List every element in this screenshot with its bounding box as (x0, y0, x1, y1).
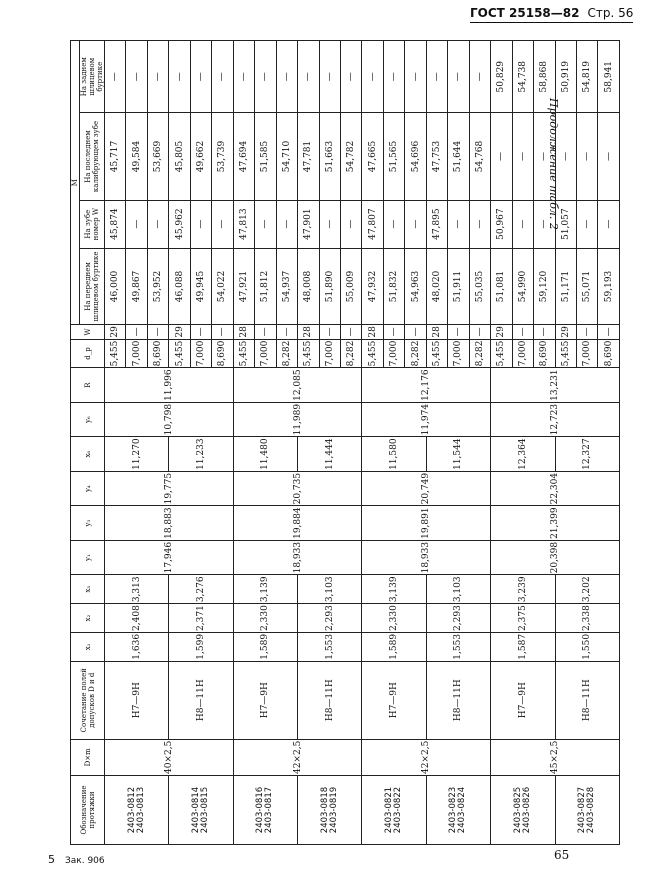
cell-designation: 2403-0821 2403-0822 (362, 776, 426, 845)
cell-w: — (126, 325, 147, 339)
col-header-y6: y₆ (71, 402, 105, 437)
cell-tolerance: H8—11H (555, 661, 619, 739)
cell-m-front: 59,120 (534, 248, 555, 324)
cell-m-front: 54,937 (276, 248, 297, 324)
cell-m-rear: 58,941 (598, 41, 620, 113)
cell-y4: 20,735 (233, 471, 362, 506)
cell-dp: 5,455 (491, 339, 512, 368)
cell-m-tooth-w: 45,874 (105, 200, 126, 248)
cell-w: — (469, 325, 490, 339)
col-header-name: Обозначение протяжки (71, 776, 105, 845)
cell-dp: 7,000 (383, 339, 404, 368)
col-header-x3: x₃ (71, 575, 105, 604)
cell-m-tooth-w: — (576, 200, 597, 248)
cell-w: — (212, 325, 233, 339)
cell-w: — (147, 325, 168, 339)
cell-m-rear: — (147, 41, 168, 113)
cell-designation: 2403-0812 2403-0813 (105, 776, 169, 845)
cell-m-front: 51,081 (491, 248, 512, 324)
cell-m-front: 46,000 (105, 248, 126, 324)
cell-m-last-calibrating: 49,662 (190, 113, 211, 200)
table-row (298, 41, 319, 845)
cell-m-front: 54,963 (405, 248, 426, 324)
cell-m-front: 49,945 (190, 248, 211, 324)
cell-m-front: 51,911 (448, 248, 469, 324)
cell-dp: 8,690 (598, 339, 620, 368)
col-header-y3: y₃ (71, 506, 105, 541)
cell-m-last-calibrating: 54,782 (340, 113, 361, 200)
cell-m-last-calibrating: 51,663 (319, 113, 340, 200)
cell-w: 29 (169, 325, 190, 339)
cell-dxm: 40×2,5 (105, 739, 234, 775)
cell-m-last-calibrating: 47,781 (298, 113, 319, 200)
cell-y6: 10,798 (105, 402, 234, 437)
cell-m-tooth-w: — (190, 200, 211, 248)
cell-x3: 3,313 (105, 575, 169, 604)
cell-m-front: 48,020 (426, 248, 447, 324)
cell-m-rear: — (405, 41, 426, 113)
cell-m-rear: — (362, 41, 383, 113)
footer-left (48, 853, 105, 866)
cell-y6: 12,723 (491, 402, 620, 437)
cell-y1: 20,398 (491, 540, 620, 575)
cell-m-rear: — (383, 41, 404, 113)
cell-m-rear: — (426, 41, 447, 113)
cell-m-front: 47,921 (233, 248, 254, 324)
gost-number: ГОСТ 25158—82 (470, 6, 580, 20)
cell-r: 13,231 (491, 368, 620, 403)
table-row (491, 41, 512, 845)
cell-m-rear: — (469, 41, 490, 113)
cell-m-rear: — (255, 41, 276, 113)
cell-dp: 5,455 (105, 339, 126, 368)
cell-m-last-calibrating: — (512, 113, 533, 200)
cell-designation: 2403-0818 2403-0819 (298, 776, 362, 845)
cell-m-tooth-w: — (405, 200, 426, 248)
cell-m-last-calibrating: — (534, 113, 555, 200)
cell-m-rear: — (298, 41, 319, 113)
cell-y3: 19,891 (362, 506, 491, 541)
cell-dp: 7,000 (255, 339, 276, 368)
cell-x1: 1,553 (426, 632, 490, 661)
cell-dp: 8,690 (212, 339, 233, 368)
cell-m-rear: — (169, 41, 190, 113)
cell-w: — (340, 325, 361, 339)
cell-y6: 11,989 (233, 402, 362, 437)
cell-x1: 1,589 (362, 632, 426, 661)
cell-m-tooth-w: — (512, 200, 533, 248)
cell-m-front: 59,193 (598, 248, 620, 324)
cell-x2: 2,338 (555, 604, 619, 633)
cell-m-rear: 54,738 (512, 41, 533, 113)
cell-designation: 2403-0816 2403-0817 (233, 776, 297, 845)
cell-m-last-calibrating: 47,694 (233, 113, 254, 200)
cell-dxm: 42×2,5 (362, 739, 491, 775)
cell-dp: 5,455 (233, 339, 254, 368)
cell-y6: 11,974 (362, 402, 491, 437)
cell-designation: 2403-0825 2403-0826 (491, 776, 555, 845)
cell-x6: 11,233 (169, 437, 233, 472)
cell-m-last-calibrating: — (555, 113, 576, 200)
cell-m-tooth-w: 47,813 (233, 200, 254, 248)
cell-tolerance: H7—9H (233, 661, 297, 739)
cell-m-last-calibrating: 45,805 (169, 113, 190, 200)
cell-w: — (512, 325, 533, 339)
cell-x2: 2,371 (169, 604, 233, 633)
table-row (233, 41, 254, 845)
cell-w: — (190, 325, 211, 339)
cell-m-last-calibrating: 49,584 (126, 113, 147, 200)
cell-m-front: 54,022 (212, 248, 233, 324)
table-row (105, 41, 126, 845)
cell-designation: 2403-0823 2403-0824 (426, 776, 490, 845)
cell-m-front: 55,071 (576, 248, 597, 324)
cell-m-last-calibrating: 47,665 (362, 113, 383, 200)
cell-y3: 19,884 (233, 506, 362, 541)
col-header-y1: y₁ (71, 540, 105, 575)
cell-dp: 8,282 (405, 339, 426, 368)
cell-tolerance: H7—9H (105, 661, 169, 739)
cell-x2: 2,375 (491, 604, 555, 633)
cell-x1: 1,636 (105, 632, 169, 661)
cell-w: 28 (362, 325, 383, 339)
cell-tolerance: H8—11H (298, 661, 362, 739)
col-header-dxm: D×m (71, 739, 105, 775)
cell-x3: 3,276 (169, 575, 233, 604)
col-header-x2: x₂ (71, 604, 105, 633)
cell-m-tooth-w: — (319, 200, 340, 248)
cell-x6: 12,364 (491, 437, 555, 472)
cell-x6: 11,444 (298, 437, 362, 472)
cell-m-tooth-w: — (534, 200, 555, 248)
cell-x3: 3,103 (298, 575, 362, 604)
cell-w: — (448, 325, 469, 339)
cell-dp: 7,000 (126, 339, 147, 368)
cell-y1: 18,933 (362, 540, 491, 575)
cell-x6: 11,480 (233, 437, 297, 472)
cell-r: 12,176 (362, 368, 491, 403)
cell-m-last-calibrating: 51,585 (255, 113, 276, 200)
footer-sheet-number: 5 (48, 853, 55, 866)
cell-dp: 8,282 (340, 339, 361, 368)
cell-dxm: 42×2,5 (233, 739, 362, 775)
cell-m-tooth-w: — (469, 200, 490, 248)
cell-m-tooth-w: 50,967 (491, 200, 512, 248)
cell-y4: 22,304 (491, 471, 620, 506)
cell-x2: 2,408 (105, 604, 169, 633)
cell-dxm: 45×2,5 (491, 739, 620, 775)
rotated-table-wrapper (70, 40, 620, 845)
cell-tolerance: H7—9H (491, 661, 555, 739)
cell-m-tooth-w: — (147, 200, 168, 248)
cell-m-last-calibrating: 45,717 (105, 113, 126, 200)
cell-m-tooth-w: — (598, 200, 620, 248)
cell-y1: 17,946 (105, 540, 234, 575)
cell-m-front: 51,171 (555, 248, 576, 324)
cell-w: — (276, 325, 297, 339)
cell-r: 12,085 (233, 368, 362, 403)
cell-x1: 1,550 (555, 632, 619, 661)
cell-m-tooth-w: 47,901 (298, 200, 319, 248)
cell-w: — (534, 325, 555, 339)
cell-m-tooth-w: — (126, 200, 147, 248)
cell-dp: 5,455 (169, 339, 190, 368)
cell-m-last-calibrating: 53,739 (212, 113, 233, 200)
cell-w: 29 (491, 325, 512, 339)
cell-dp: 7,000 (448, 339, 469, 368)
table-row (555, 41, 576, 845)
dimensions-table (70, 40, 620, 845)
cell-m-tooth-w: — (383, 200, 404, 248)
col-header-x6: x₆ (71, 437, 105, 472)
cell-dp: 7,000 (512, 339, 533, 368)
col-header-m: M (71, 41, 80, 325)
cell-m-last-calibrating: — (491, 113, 512, 200)
cell-m-tooth-w: — (212, 200, 233, 248)
cell-m-front: 55,009 (340, 248, 361, 324)
cell-x1: 1,587 (491, 632, 555, 661)
col-header-x1: x₁ (71, 632, 105, 661)
page-number: Стр. 56 (587, 6, 634, 20)
cell-w: 28 (233, 325, 254, 339)
cell-m-last-calibrating: 54,710 (276, 113, 297, 200)
cell-m-rear: — (319, 41, 340, 113)
cell-dp: 7,000 (190, 339, 211, 368)
cell-x1: 1,589 (233, 632, 297, 661)
cell-w: 28 (298, 325, 319, 339)
col-header-m3: На последнем калибрующем зубе (80, 113, 105, 200)
col-header-tolerance: Сочетание полей допусков D и d (71, 661, 105, 739)
cell-w: — (405, 325, 426, 339)
cell-x3: 3,103 (426, 575, 490, 604)
cell-m-rear: — (340, 41, 361, 113)
cell-m-last-calibrating: — (576, 113, 597, 200)
cell-x6: 12,327 (555, 437, 619, 472)
cell-m-front: 51,812 (255, 248, 276, 324)
table-row (362, 41, 383, 845)
cell-x6: 11,580 (362, 437, 426, 472)
cell-dp: 8,282 (469, 339, 490, 368)
cell-y3: 18,883 (105, 506, 234, 541)
col-header-w: W (71, 325, 105, 339)
cell-m-rear: — (448, 41, 469, 113)
cell-dp: 8,690 (147, 339, 168, 368)
cell-dp: 8,282 (276, 339, 297, 368)
cell-m-last-calibrating: — (598, 113, 620, 200)
cell-x3: 3,139 (233, 575, 297, 604)
cell-x2: 2,330 (233, 604, 297, 633)
cell-x1: 1,599 (169, 632, 233, 661)
cell-m-rear: 50,829 (491, 41, 512, 113)
cell-m-rear: — (126, 41, 147, 113)
col-header-m4: На заднем шлицевом буртике (80, 41, 105, 113)
cell-m-front: 49,867 (126, 248, 147, 324)
cell-m-rear: 50,919 (555, 41, 576, 113)
cell-m-front: 55,035 (469, 248, 490, 324)
cell-m-rear: — (105, 41, 126, 113)
cell-w: — (598, 325, 620, 339)
cell-dp: 5,455 (555, 339, 576, 368)
cell-m-front: 46,088 (169, 248, 190, 324)
cell-m-front: 54,990 (512, 248, 533, 324)
cell-m-tooth-w: 51,057 (555, 200, 576, 248)
col-header-r: R (71, 368, 105, 403)
cell-m-tooth-w: 45,962 (169, 200, 190, 248)
cell-y3: 21,399 (491, 506, 620, 541)
cell-dp: 5,455 (362, 339, 383, 368)
cell-m-tooth-w: 47,807 (362, 200, 383, 248)
cell-m-tooth-w: — (255, 200, 276, 248)
cell-x2: 2,293 (298, 604, 362, 633)
cell-m-tooth-w: 47,895 (426, 200, 447, 248)
cell-y4: 19,775 (105, 471, 234, 506)
cell-m-front: 51,890 (319, 248, 340, 324)
cell-y1: 18,933 (233, 540, 362, 575)
col-header-dp: d_p (71, 339, 105, 368)
cell-m-rear: — (190, 41, 211, 113)
cell-m-rear: — (233, 41, 254, 113)
cell-dp: 8,690 (534, 339, 555, 368)
table-body (105, 41, 620, 845)
cell-m-last-calibrating: 53,669 (147, 113, 168, 200)
cell-m-tooth-w: — (340, 200, 361, 248)
cell-w: 29 (555, 325, 576, 339)
cell-m-last-calibrating: 54,696 (405, 113, 426, 200)
cell-m-tooth-w: — (276, 200, 297, 248)
cell-m-front: 48,008 (298, 248, 319, 324)
footer-order: Зак. 906 (65, 856, 105, 866)
cell-x2: 2,293 (426, 604, 490, 633)
cell-m-rear: 58,868 (534, 41, 555, 113)
cell-w: 29 (105, 325, 126, 339)
cell-dp: 5,455 (426, 339, 447, 368)
cell-m-rear: 54,819 (576, 41, 597, 113)
cell-x1: 1,553 (298, 632, 362, 661)
cell-x2: 2,330 (362, 604, 426, 633)
cell-dp: 7,000 (319, 339, 340, 368)
cell-r: 11,996 (105, 368, 234, 403)
cell-tolerance: H8—11H (426, 661, 490, 739)
table-row (169, 41, 190, 845)
cell-x6: 11,270 (105, 437, 169, 472)
cell-w: — (319, 325, 340, 339)
cell-w: — (255, 325, 276, 339)
cell-m-front: 53,952 (147, 248, 168, 324)
col-header-m2: На зубе номер W (80, 200, 105, 248)
cell-dp: 5,455 (298, 339, 319, 368)
cell-tolerance: H7—9H (362, 661, 426, 739)
cell-m-last-calibrating: 51,565 (383, 113, 404, 200)
cell-m-rear: — (276, 41, 297, 113)
cell-m-tooth-w: — (448, 200, 469, 248)
table-row (426, 41, 447, 845)
cell-w: — (383, 325, 404, 339)
cell-m-last-calibrating: 47,753 (426, 113, 447, 200)
cell-dp: 7,000 (576, 339, 597, 368)
cell-m-rear: — (212, 41, 233, 113)
cell-m-last-calibrating: 54,768 (469, 113, 490, 200)
cell-x3: 3,139 (362, 575, 426, 604)
col-header-m1: На переднем шлицевом буртике (80, 248, 105, 324)
cell-designation: 2403-0814 2403-0815 (169, 776, 233, 845)
cell-tolerance: H8—11H (169, 661, 233, 739)
cell-x3: 3,202 (555, 575, 619, 604)
cell-x6: 11,544 (426, 437, 490, 472)
page-header (470, 6, 633, 23)
footer-page-number: 65 (554, 848, 570, 862)
cell-w: 28 (426, 325, 447, 339)
cell-w: — (576, 325, 597, 339)
cell-m-last-calibrating: 51,644 (448, 113, 469, 200)
cell-y4: 20,749 (362, 471, 491, 506)
table-caption: Продолжение табл. 2 (547, 98, 560, 230)
cell-x3: 3,239 (491, 575, 555, 604)
cell-m-front: 51,832 (383, 248, 404, 324)
cell-m-front: 47,932 (362, 248, 383, 324)
col-header-y4: y₄ (71, 471, 105, 506)
cell-designation: 2403-0827 2403-0828 (555, 776, 619, 845)
